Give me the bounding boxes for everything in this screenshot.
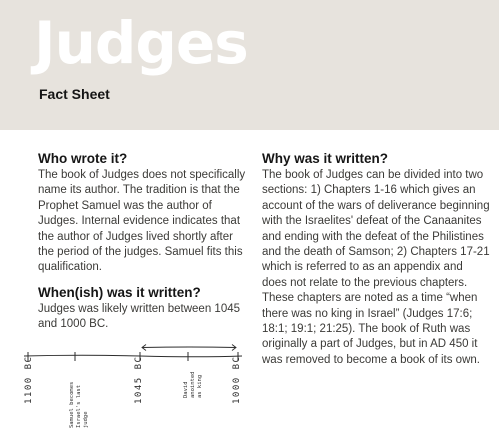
timeline-axis [24,355,242,357]
timeline-label-david: David anointed as king [183,371,203,398]
timeline-label-1045: 1045 BC [134,355,144,404]
right-column [262,150,488,368]
timeline-sketch [22,338,252,434]
timeline-label-samuel: Samuel becomes Israel's last judge [69,381,89,428]
left-column [38,150,248,333]
why-heading: Why was it written? [262,151,389,166]
page-title: Judges [34,9,248,77]
header-band [0,0,499,130]
who-heading: Who wrote it? [38,151,128,166]
when-paragraph: Judges was likely written between 1045 and 1000 BC. [38,302,241,331]
timeline-label-1100: 1100 BC [24,355,34,404]
page-subtitle: Fact Sheet [39,86,110,102]
timeline-label-1000: 1000 BC [232,355,242,404]
why-paragraph: The book of Judges can be divided into two sections: 1) Chapters 1-16 which gives an account of the wars of deliverance beginning with the Israelites' defeat of the Canaanites and ending with the defeat of the Philistines and the death of Samson; 2) Chapters 17-21 which is referred to as an appendix and does not relate to the previous chapters. These chapters are noted as a time “when there was no king in Israel” (Judges 17:6; 18:1; 19:1; 21:25). The book of Ruth was originally a part of Judges, but in AD 450 it was removed to become a book of its own. [262,169,490,366]
who-paragraph: The book of Judges does not specifically name its author. The tradition is that the Prophet Samuel was the author of Judges. Internal evidence indicates that the author of Judges lived shortly after the period of the judges. Samuel fits this qualification. [38,169,246,274]
when-heading: When(ish) was it written? [38,284,201,300]
range-arrow-line [142,347,236,348]
